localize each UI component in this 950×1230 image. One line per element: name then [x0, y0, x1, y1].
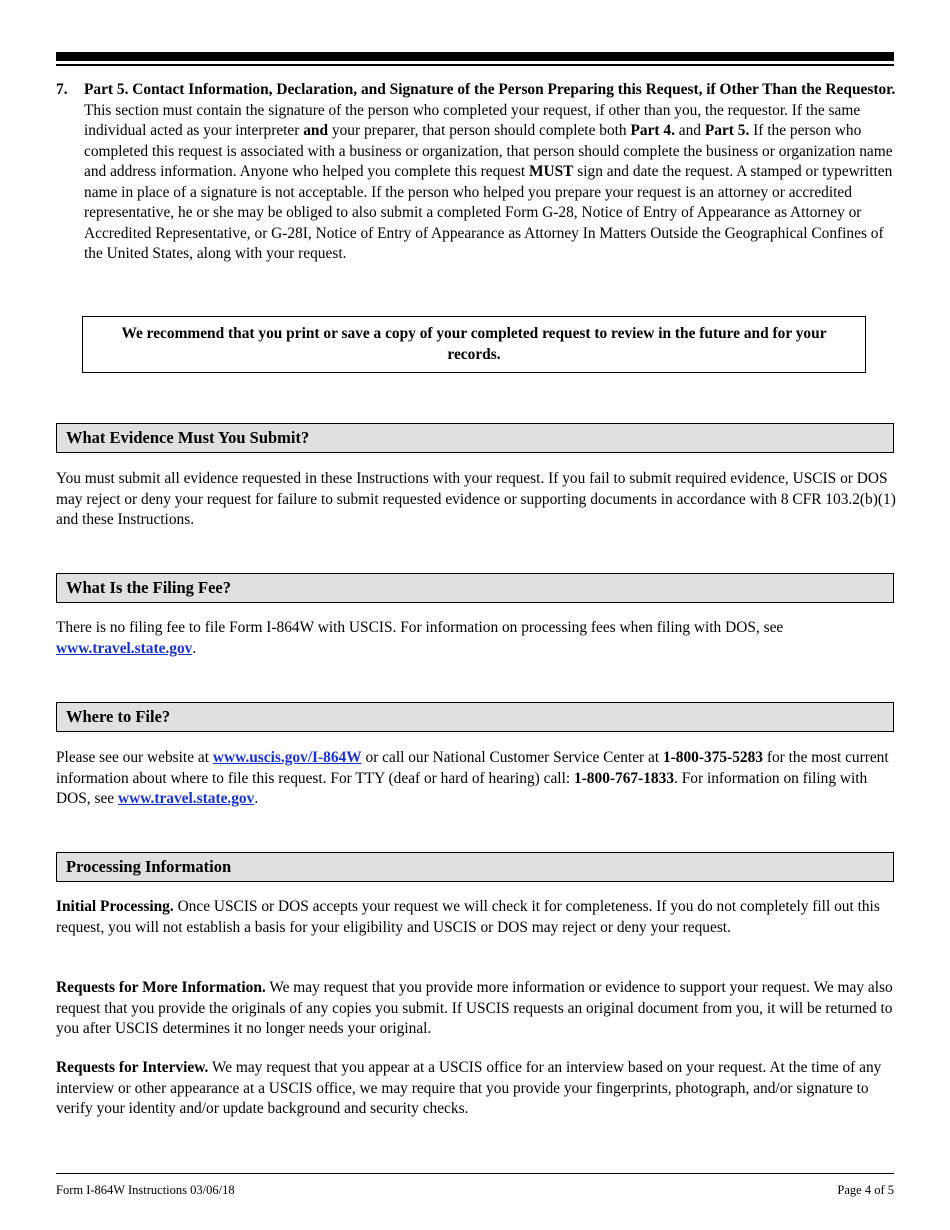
filing-fee-text: There is no filing fee to file Form I-864W with USCIS. For information on processing fees when filing with DOS, see [56, 619, 784, 636]
footer-rule [56, 1173, 894, 1174]
filing-fee-paragraph [56, 618, 896, 659]
where-to-file-paragraph [56, 748, 896, 810]
section-header-processing: Processing Information [56, 852, 894, 882]
recommendation-text: We recommend that you print or save a copy of your completed request to review in the future and for your records. [121, 325, 827, 363]
recommendation-callout [82, 316, 866, 373]
header-thin-rule [56, 64, 894, 66]
ncsc-phone: 1-800-375-5283 [662, 749, 763, 766]
where-text-2: or call our National Customer Service Center at [361, 749, 663, 766]
initial-processing-paragraph [56, 897, 896, 938]
item-7-text-2: your preparer, that person should complete both [328, 122, 631, 139]
where-text-5: . [254, 790, 259, 807]
item-7-text-3: and [674, 122, 705, 139]
item-7-part4: Part 4. [630, 122, 675, 139]
evidence-paragraph: You must submit all evidence requested in these Instructions with your request. If you fail to submit required evidence, USCIS or DOS may reject or deny your request for failure to submit requested evidence or supporting documents in accordance with 8 CFR 103.2(b)(1) and these Instructions. [56, 470, 896, 528]
travel-state-link-2[interactable]: www.travel.state.gov [117, 790, 255, 807]
section-header-filing-fee: What Is the Filing Fee? [56, 573, 894, 603]
section-header-evidence: What Evidence Must You Submit? [56, 423, 894, 453]
more-info-heading: Requests for More Information. [56, 979, 266, 996]
where-text-4: . For information on filing with DOS, see [56, 769, 868, 807]
item-7-must: MUST [528, 163, 574, 180]
tty-phone: 1-800-767-1833 [573, 769, 675, 787]
item-7-and: and [303, 122, 329, 139]
footer-form-id: Form I-864W Instructions 03/06/18 [56, 1183, 235, 1197]
more-info-text: We may request that you provide more information or evidence to support your request. We may also request that you provide the originals of any copies you submit. If USCIS requests an original document from you, it will be returned to you after USCIS determines it no longer needs your original. [56, 979, 893, 1037]
where-text-1: Please see our website at [56, 749, 213, 766]
filing-fee-end: . [192, 639, 197, 657]
item-7-part5: Part 5. [704, 122, 750, 139]
item-number: 7. [56, 81, 68, 98]
interview-paragraph [56, 1058, 896, 1120]
header-thick-rule [56, 52, 894, 61]
travel-state-link[interactable]: www.travel.state.gov [56, 639, 193, 657]
interview-heading: Requests for Interview. [56, 1059, 209, 1076]
item-7-heading: Part 5. Contact Information, Declaration, and Signature of the Person Preparing this Request, if Other Than the Requestor. [84, 81, 896, 98]
item-7-text-1: This section must contain the signature of the person who completed your request, if other than you, the requestor. If the same individual acted as your interpreter [84, 101, 861, 139]
footer-page-number: Page 4 of 5 [837, 1183, 894, 1197]
initial-processing-text: Once USCIS or DOS accepts your request we will check it for completeness. If you do not completely fill out this request, you will not establish a basis for your eligibility and USCIS or DOS may reject or deny your request. [56, 898, 880, 936]
item-7-text-4: If the person who completed this request is associated with a business or organization, that person should complete the business or organization name and address information. Anyone who helped you complete this request [84, 122, 893, 180]
initial-processing-heading: Initial Processing. [56, 898, 174, 915]
more-info-paragraph [56, 978, 896, 1040]
interview-text: We may request that you appear at a USCIS office for an interview based on your request. At the time of any interview or other appearance at a USCIS office, we may require that you provide your fingerprints, photograph, and/or signature to verify your identity and/or update background and security checks. [56, 1059, 882, 1117]
section-header-where-to-file: Where to File? [56, 702, 894, 732]
item-7-text-5: sign and date the request. A stamped or typewritten name in place of a signature is not acceptable. If the person who helped you prepare your request is an attorney or accredited representative, he or she may be obliged to also submit a completed Form G-28, Notice of Entry of Appearance as Attorney or Accredited Representative, or G-28I, Notice of Entry of Appearance as Attorney In Matters Outside the Geographical Confines of the United States, along with your request. [84, 163, 893, 262]
where-text-3: for the most current information about where to file this request. For TTY (deaf or hard of hearing) call: [56, 749, 889, 787]
item-7-text [84, 80, 896, 265]
uscis-link[interactable]: www.uscis.gov/I-864W [212, 749, 362, 766]
instruction-item-7 [56, 80, 896, 265]
